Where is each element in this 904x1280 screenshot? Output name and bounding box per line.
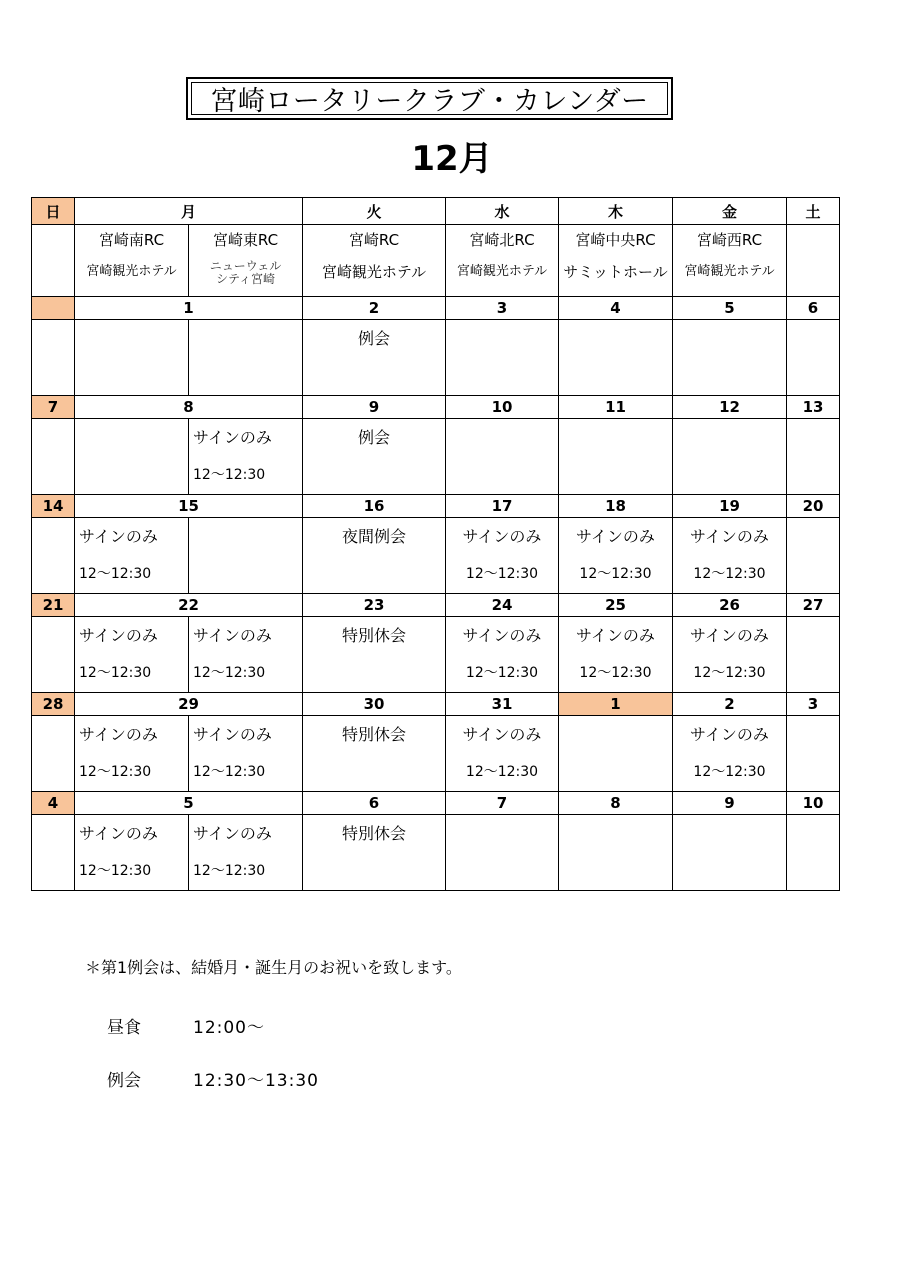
date-cell: 1 [559,693,673,716]
event-cell-empty [32,716,75,792]
event-cell-thu [559,419,673,495]
event-cell-wed [446,419,559,495]
date-cell: 1 [75,297,303,320]
event-text [559,419,672,457]
event-time: 12～12:30 [579,566,652,582]
event-cell-tue [303,617,446,693]
event-time [559,358,672,394]
event-time [75,457,188,493]
event-cell-empty [787,716,840,792]
calendar-title: 宮崎ロータリークラブ・カレンダー [210,86,649,117]
event-cell-fri [673,518,787,594]
event-text: サインのみ [193,725,272,744]
event-cell-thu [559,320,673,396]
event-cell-fri [673,419,787,495]
date-cell: 3 [446,297,559,320]
event-cell-thu [559,617,673,693]
event-cell-fri [673,320,787,396]
event-time [189,556,302,592]
day-mon: 月 [75,198,303,225]
event-time: 12～12:30 [193,764,266,780]
club-tue [303,225,446,297]
event-time: 12～12:30 [193,467,266,483]
event-time: 12～12:30 [193,863,266,879]
date-row [32,792,840,815]
event-cell-mon1 [75,419,189,495]
date-row [32,495,840,518]
date-cell: 9 [673,792,787,815]
event-text [189,518,302,556]
event-cell-mon1 [75,320,189,396]
event-cell-empty [32,815,75,891]
club-venue: 宮崎観光ホテル [684,264,775,279]
event-cell-empty [787,617,840,693]
event-text: サインのみ [79,527,158,546]
event-text [559,716,672,754]
event-cell-tue [303,716,446,792]
event-time [189,358,302,394]
event-text [673,320,786,358]
event-cell-fri [673,716,787,792]
event-time [673,358,786,394]
event-time [446,457,558,493]
event-time [673,457,786,493]
event-cell-wed [446,815,559,891]
event-cell-tue [303,320,446,396]
event-time: 12～12:30 [693,665,766,681]
date-cell: 29 [75,693,303,716]
event-cell-mon2 [189,518,303,594]
date-row [32,297,840,320]
event-text [559,320,672,358]
event-time [559,457,672,493]
event-cell-fri [673,617,787,693]
date-cell: 22 [75,594,303,617]
club-venue: 宮崎観光ホテル [456,264,548,279]
event-cell-thu [559,518,673,594]
event-time: 12～12:30 [579,665,652,681]
date-cell [32,297,75,320]
date-cell: 19 [673,495,787,518]
event-text [446,419,558,457]
event-cell-empty [787,419,840,495]
date-cell: 21 [32,594,75,617]
event-cell-mon2 [189,320,303,396]
club-name: 宮崎北RC [469,231,535,249]
event-time: 12～12:30 [193,665,266,681]
event-text: サインのみ [690,725,769,744]
club-name: 宮崎RC [348,231,400,249]
event-row [32,716,840,792]
event-text: サインのみ [690,527,769,546]
event-text: サインのみ [79,626,158,645]
event-cell-wed [446,617,559,693]
club-venue-line2: シティ宮崎 [215,272,276,286]
event-text: サインのみ [462,626,542,645]
lunch-label: 昼食 [107,1018,141,1038]
event-text: サインのみ [193,824,272,843]
date-cell: 16 [303,495,446,518]
club-cell-empty [32,225,75,297]
event-text: サインのみ [690,626,769,645]
date-cell: 15 [75,495,303,518]
date-cell: 4 [32,792,75,815]
meeting-time: 12:30～13:30 [193,1071,319,1091]
date-cell: 5 [673,297,787,320]
event-time: 12～12:30 [465,665,539,681]
event-text [673,419,786,457]
event-text: 特別休会 [341,626,406,645]
calendar-table [31,197,840,891]
event-text: サインのみ [79,824,158,843]
event-cell-tue [303,518,446,594]
date-cell: 25 [559,594,673,617]
event-cell-wed [446,320,559,396]
date-row [32,396,840,419]
date-cell: 17 [446,495,559,518]
event-cell-mon1 [75,716,189,792]
note-text: ＊第1例会は、結婚月・誕生月のお祝いを致します。 [85,958,462,977]
event-text: サインのみ [576,626,655,645]
event-text [446,815,558,853]
event-text: サインのみ [193,626,272,645]
event-cell-empty [787,518,840,594]
event-cell-mon2 [189,419,303,495]
event-cell-mon1 [75,518,189,594]
event-cell-mon1 [75,815,189,891]
event-cell-fri [673,815,787,891]
club-cell-empty [787,225,840,297]
meeting-label: 例会 [107,1071,141,1091]
event-text: サインのみ [462,725,542,744]
club-mon2 [189,225,303,297]
event-time: 12～12:30 [465,764,539,780]
event-time: 12～12:30 [79,863,152,879]
date-cell: 4 [559,297,673,320]
event-cell-empty [32,320,75,396]
event-cell-empty [787,815,840,891]
date-cell: 24 [446,594,559,617]
date-cell: 27 [787,594,840,617]
date-row [32,693,840,716]
event-row [32,617,840,693]
month-heading: 12月 [411,139,493,179]
date-cell: 7 [446,792,559,815]
event-text: サインのみ [462,527,542,546]
event-text: サインのみ [193,428,272,447]
event-cell-empty [32,617,75,693]
event-cell-mon2 [189,815,303,891]
event-time: 12～12:30 [79,764,152,780]
date-row [32,594,840,617]
event-cell-tue [303,815,446,891]
club-venue: 宮崎観光ホテル [321,263,427,281]
event-time [559,754,672,790]
event-time: 12～12:30 [693,566,766,582]
event-row [32,320,840,396]
date-cell: 12 [673,396,787,419]
day-sun: 日 [32,198,75,225]
event-text: サインのみ [576,527,655,546]
day-fri: 金 [673,198,787,225]
club-venue-line1: ニューウェル [209,259,282,273]
day-thu: 木 [559,198,673,225]
club-row [32,225,840,297]
date-cell: 2 [303,297,446,320]
event-cell-mon2 [189,617,303,693]
event-cell-thu [559,716,673,792]
date-cell: 7 [32,396,75,419]
day-sat: 土 [787,198,840,225]
club-fri [673,225,787,297]
club-name: 宮崎南RC [98,231,165,249]
date-cell: 3 [787,693,840,716]
event-cell-mon1 [75,617,189,693]
event-text: 特別休会 [341,725,406,744]
date-cell: 31 [446,693,559,716]
event-time: 12～12:30 [79,665,152,681]
event-row [32,815,840,891]
event-text [446,320,558,358]
event-time: 12～12:30 [693,764,766,780]
event-text [75,320,188,358]
event-cell-tue [303,419,446,495]
weekday-header-row [32,198,840,225]
date-cell: 10 [787,792,840,815]
event-time: 12～12:30 [79,566,152,582]
event-row [32,419,840,495]
event-cell-thu [559,815,673,891]
date-cell: 30 [303,693,446,716]
date-cell: 26 [673,594,787,617]
date-cell: 14 [32,495,75,518]
date-cell: 8 [75,396,303,419]
lunch-time: 12:00～ [193,1018,265,1038]
event-time [75,358,188,394]
event-time: 12～12:30 [465,566,539,582]
event-row [32,518,840,594]
club-name: 宮崎東RC [212,231,279,249]
club-mon1 [75,225,189,297]
club-thu [559,225,673,297]
date-cell: 20 [787,495,840,518]
date-cell: 6 [303,792,446,815]
date-cell: 11 [559,396,673,419]
date-cell: 28 [32,693,75,716]
date-cell: 23 [303,594,446,617]
event-text [189,320,302,358]
event-time [673,853,786,889]
event-time [446,358,558,394]
date-cell: 8 [559,792,673,815]
club-wed [446,225,559,297]
date-cell: 5 [75,792,303,815]
date-cell: 10 [446,396,559,419]
event-text: 夜間例会 [341,527,406,546]
event-text: 特別休会 [341,824,406,843]
event-cell-wed [446,518,559,594]
event-cell-wed [446,716,559,792]
event-text [75,419,188,457]
event-cell-empty [32,518,75,594]
event-text: サインのみ [79,725,158,744]
event-time [446,853,558,889]
event-time [559,853,672,889]
title-box [186,77,673,120]
event-text: 例会 [357,329,390,348]
date-cell: 9 [303,396,446,419]
club-venue: 宮崎観光ホテル [86,264,177,279]
club-venue: サミットホール [563,263,668,281]
date-cell: 6 [787,297,840,320]
club-name: 宮崎中央RC [575,231,656,249]
event-cell-mon2 [189,716,303,792]
date-cell: 13 [787,396,840,419]
event-cell-empty [32,419,75,495]
event-text [559,815,672,853]
date-cell: 18 [559,495,673,518]
day-wed: 水 [446,198,559,225]
date-cell: 2 [673,693,787,716]
event-text: 例会 [357,428,390,447]
club-name: 宮崎西RC [696,231,763,249]
day-tue: 火 [303,198,446,225]
event-cell-empty [787,320,840,396]
event-text [673,815,786,853]
